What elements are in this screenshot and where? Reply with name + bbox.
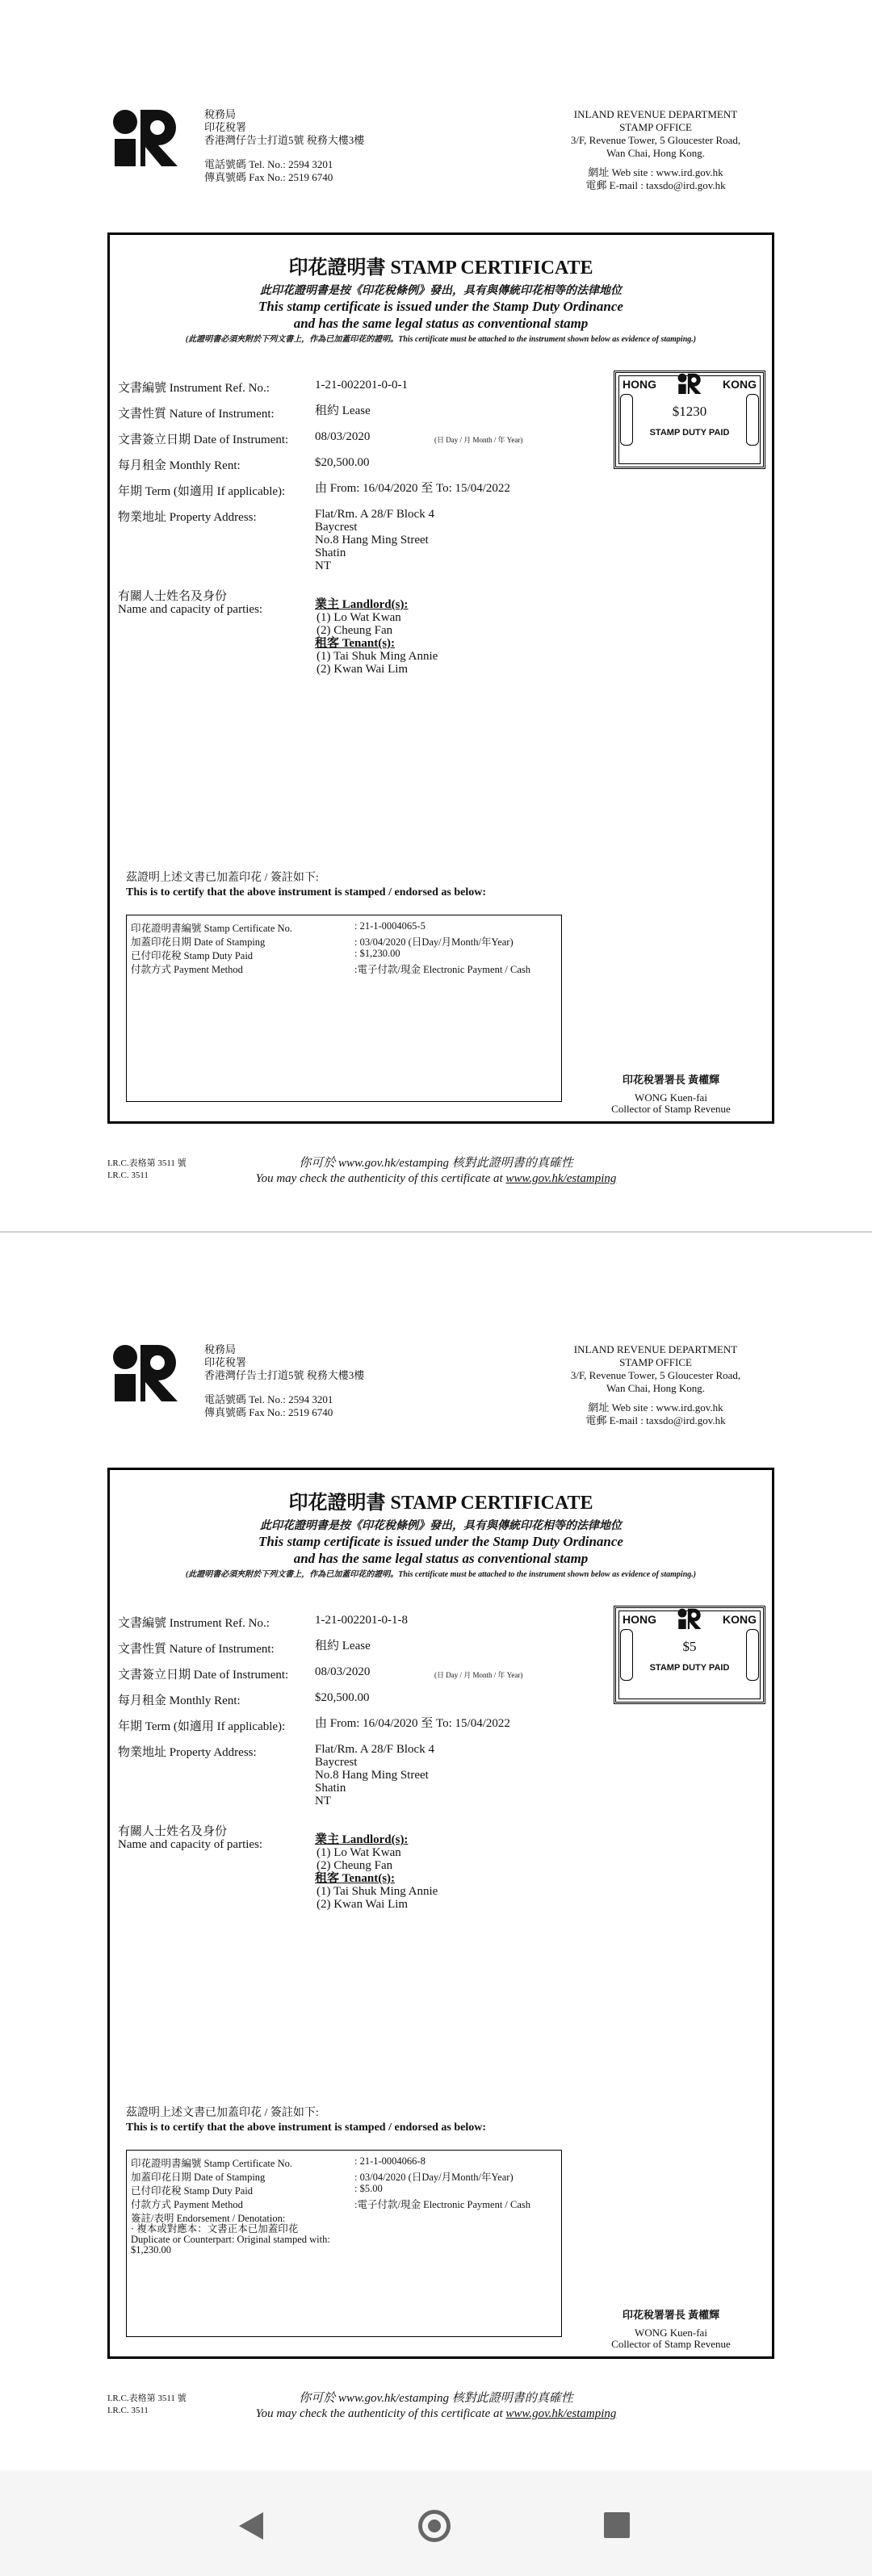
- office-contact: [204, 1343, 364, 1419]
- endorsement-line: · 複本或對應本：文書正本已加蓋印花: [131, 2223, 299, 2235]
- payment-value: :電子付款/現金 Electronic Payment / Cash: [354, 964, 531, 975]
- ird-logo: [111, 1343, 179, 1401]
- website: 網址 Web site : www.ird.gov.hk: [588, 1401, 723, 1414]
- parties-label-zh: 有關人士姓名及身份: [118, 1825, 228, 1838]
- authenticity-text: You may check the authenticity of this certificate at: [255, 1172, 506, 1185]
- tenant-item: (1) Tai Shuk Ming Annie: [317, 1885, 438, 1898]
- date-value: 08/03/2020: [315, 430, 371, 443]
- certify-zh: 茲證明上述文書已加蓋印花 / 簽註如下:: [126, 872, 319, 884]
- landlord-item: (1) Lo Wat Kwan: [317, 611, 401, 624]
- dept-en: INLAND REVENUE DEPARTMENT: [573, 108, 738, 120]
- authenticity-note: [222, 1156, 650, 1187]
- date-format-hint: (日 Day / 月 Month / 年 Year): [434, 1671, 523, 1679]
- tenant-item: (1) Tai Shuk Ming Annie: [317, 650, 438, 663]
- address-line: No.8 Hang Ming Street: [315, 1769, 429, 1782]
- parties-list: [315, 1833, 438, 1911]
- office-en: STAMP OFFICE: [619, 1356, 692, 1368]
- stamp-side-ornament: [746, 394, 759, 446]
- estamping-link[interactable]: www.gov.hk/estamping: [505, 1172, 617, 1185]
- certify-statement: [126, 2106, 486, 2135]
- rent-value: $20,500.00: [315, 1691, 370, 1704]
- tel-number: 電話號碼 Tel. No.: 2594 3201: [204, 1393, 333, 1405]
- form-code-en: I.R.C. 3511: [107, 1171, 149, 1180]
- certificate-frame: [107, 232, 774, 1124]
- stamp-kong: KONG: [723, 1613, 757, 1626]
- landlord-item: (2) Cheung Fan: [317, 624, 393, 637]
- stamp-hong: HONG: [623, 1613, 656, 1626]
- address-line: NT: [315, 1795, 331, 1807]
- date-label: 文書簽立日期 Date of Instrument:: [118, 434, 289, 446]
- tenant-item: (2) Kwan Wai Lim: [317, 663, 409, 676]
- cert-no-label: 印花證明書編號 Stamp Certificate No.: [131, 923, 292, 934]
- nature-value: 租約 Lease: [315, 1640, 371, 1652]
- address-en-line1: 3/F, Revenue Tower, 5 Gloucester Road,: [570, 1369, 741, 1381]
- attach-note: (此證明書必須夾附於下列文書上，作為已加蓋印花的證明。This certificate must be attached to the instrument shown below as evidence of stamping.): [185, 1570, 697, 1579]
- cert-no-value: : 21-1-0004065-5: [354, 920, 426, 932]
- tel-number: 電話號碼 Tel. No.: 2594 3201: [204, 158, 333, 170]
- stamping-details-box: [126, 915, 562, 1102]
- rent-label: 每月租金 Monthly Rent:: [118, 1694, 241, 1707]
- parties-label-en: Name and capacity of parties:: [118, 603, 263, 616]
- address-line: Baycrest: [315, 521, 358, 534]
- ref-no-value: 1-21-002201-0-1-8: [315, 1614, 408, 1627]
- subtitle-en-line2: and has the same legal status as conventional stamp: [293, 1551, 589, 1566]
- stamp-paid-label: STAMP DUTY PAID: [649, 428, 730, 438]
- email: 電郵 E-mail : taxsdo@ird.gov.hk: [585, 1414, 726, 1426]
- address-line: NT: [315, 559, 331, 572]
- office-address-en: [551, 1343, 761, 1427]
- endorsement-line: $1,230.00: [131, 2244, 171, 2256]
- address-zh: 香港灣仔告士打道5號 稅務大樓3樓: [204, 1369, 365, 1381]
- authenticity-note-zh: 你可於 www.gov.hk/estamping 核對此證明書的真確性: [299, 2392, 573, 2405]
- duty-paid-value: : $5.00: [354, 2183, 383, 2194]
- parties-label-en: Name and capacity of parties:: [118, 1838, 263, 1851]
- address-line: Baycrest: [315, 1756, 358, 1769]
- tenants-heading: 租客 Tenant(s):: [315, 1872, 396, 1885]
- authenticity-text: You may check the authenticity of this certificate at: [255, 2407, 506, 2420]
- authenticity-note-en: [222, 2406, 650, 2422]
- date-value: 08/03/2020: [315, 1665, 371, 1678]
- certify-en: This is to certify that the above instrument is stamped / endorsed as below:: [126, 2122, 487, 2134]
- collector-title: Collector of Stamp Revenue: [611, 1103, 731, 1115]
- estamping-link[interactable]: www.gov.hk/estamping: [505, 2407, 617, 2420]
- term-value: 由 From: 16/04/2020 至 To: 15/04/2022: [315, 482, 510, 495]
- form-code-zh: I.R.C.表格第 3511 號: [107, 2394, 187, 2403]
- ird-logo: [111, 108, 179, 166]
- address-en-line1: 3/F, Revenue Tower, 5 Gloucester Road,: [570, 134, 741, 146]
- certificate-page-2: [0, 1235, 872, 2470]
- ref-no-label: 文書編號 Instrument Ref. No.:: [118, 382, 270, 395]
- cert-no-label: 印花證明書編號 Stamp Certificate No.: [131, 2158, 292, 2169]
- back-icon[interactable]: [239, 2512, 263, 2540]
- duty-paid-value: : $1,230.00: [354, 948, 400, 959]
- parties-label: [118, 590, 262, 616]
- address-en-line2: Wan Chai, Hong Kong.: [606, 147, 706, 159]
- payment-label: 付款方式 Payment Method: [131, 964, 243, 975]
- parties-list: [315, 598, 438, 676]
- stamp-ird-logo: [676, 373, 703, 394]
- term-value: 由 From: 16/04/2020 至 To: 15/04/2022: [315, 1717, 510, 1730]
- website: 網址 Web site : www.ird.gov.hk: [588, 166, 723, 178]
- endorsement-line: Duplicate or Counterpart: Original stamped with:: [131, 2234, 330, 2245]
- stamp-side-ornament: [620, 1629, 633, 1681]
- landlord-item: (1) Lo Wat Kwan: [317, 1846, 401, 1859]
- page-divider: [0, 1231, 872, 1233]
- date-format-hint: (日 Day / 月 Month / 年 Year): [434, 436, 523, 444]
- cert-no-value: : 21-1-0004066-8: [354, 2155, 426, 2167]
- collector-signature: [578, 1074, 764, 1115]
- office-zh: 印花稅署: [204, 121, 247, 133]
- nature-label: 文書性質 Nature of Instrument:: [118, 408, 275, 421]
- subtitle-en-line2: and has the same legal status as conventional stamp: [293, 316, 589, 331]
- fax-number: 傳真號碼 Fax No.: 2519 6740: [204, 171, 333, 183]
- collector-name-en: WONG Kuen-fai: [635, 2327, 707, 2339]
- fax-number: 傳真號碼 Fax No.: 2519 6740: [204, 1406, 333, 1418]
- dept-en: INLAND REVENUE DEPARTMENT: [573, 1343, 738, 1355]
- address-line: Shatin: [315, 547, 346, 559]
- address-line: No.8 Hang Ming Street: [315, 534, 429, 547]
- form-code-en: I.R.C. 3511: [107, 2406, 149, 2415]
- address-en-line2: Wan Chai, Hong Kong.: [606, 1382, 706, 1394]
- ref-no-value: 1-21-002201-0-0-1: [315, 379, 408, 392]
- ref-no-label: 文書編號 Instrument Ref. No.:: [118, 1617, 270, 1630]
- subtitle-en: [110, 298, 772, 332]
- address-zh: 香港灣仔告士打道5號 稅務大樓3樓: [204, 134, 365, 146]
- subtitle-zh: 此印花證明書是按《印花稅條例》發出，具有與傳統印花相等的法律地位: [260, 285, 622, 297]
- parties-label-zh: 有關人士姓名及身份: [118, 590, 228, 603]
- payment-value: :電子付款/現金 Electronic Payment / Cash: [354, 2199, 531, 2210]
- stamping-date-label: 加蓋印花日期 Date of Stamping: [131, 936, 266, 948]
- date-label: 文書簽立日期 Date of Instrument:: [118, 1669, 289, 1682]
- form-code: [107, 2393, 187, 2417]
- certificate-title: 印花證明書 STAMP CERTIFICATE: [288, 258, 593, 279]
- stamp-side-ornament: [620, 394, 633, 446]
- certify-statement: [126, 871, 486, 900]
- home-icon[interactable]: [418, 2510, 451, 2542]
- payment-label: 付款方式 Payment Method: [131, 2199, 243, 2210]
- certify-zh: 茲證明上述文書已加蓋印花 / 簽註如下:: [126, 2107, 319, 2119]
- property-label: 物業地址 Property Address:: [118, 511, 257, 524]
- office-address-en: [551, 108, 761, 192]
- authenticity-note-zh: 你可於 www.gov.hk/estamping 核對此證明書的真確性: [299, 1157, 573, 1170]
- nature-value: 租約 Lease: [315, 404, 371, 417]
- stamp-ird-logo: [676, 1608, 703, 1629]
- recent-apps-icon[interactable]: [604, 2512, 630, 2538]
- office-contact: [204, 108, 364, 184]
- rent-label: 每月租金 Monthly Rent:: [118, 459, 241, 472]
- form-code: [107, 1158, 187, 1182]
- collector-title: Collector of Stamp Revenue: [611, 2338, 731, 2350]
- stamp-duty-paid-stamp: [614, 371, 765, 469]
- property-label: 物業地址 Property Address:: [118, 1746, 257, 1759]
- landlord-item: (2) Cheung Fan: [317, 1859, 393, 1872]
- rent-value: $20,500.00: [315, 456, 370, 469]
- collector-name-zh: 印花稅署署長 黃權輝: [622, 1074, 720, 1086]
- subtitle-en-line1: This stamp certificate is issued under the Stamp Duty Ordinance: [258, 1534, 623, 1549]
- system-navigation-bar: [0, 2470, 872, 2576]
- nature-label: 文書性質 Nature of Instrument:: [118, 1643, 275, 1656]
- email: 電郵 E-mail : taxsdo@ird.gov.hk: [585, 179, 726, 191]
- collector-signature: [578, 2310, 764, 2350]
- subtitle-en-line1: This stamp certificate is issued under the Stamp Duty Ordinance: [258, 299, 623, 314]
- attach-note: (此證明書必須夾附於下列文書上，作為已加蓋印花的證明。This certificate must be attached to the instrument shown below as evidence of stamping.): [185, 335, 697, 344]
- form-code-zh: I.R.C.表格第 3511 號: [107, 1158, 187, 1168]
- stamp-side-ornament: [746, 1629, 759, 1681]
- authenticity-note: [222, 2391, 650, 2422]
- property-address: [315, 1743, 434, 1807]
- subtitle-zh: 此印花證明書是按《印花稅條例》發出，具有與傳統印花相等的法律地位: [260, 1520, 622, 1532]
- landlords-heading: 業主 Landlord(s):: [315, 598, 409, 611]
- stamp-hong: HONG: [623, 378, 656, 391]
- address-line: Flat/Rm. A 28/F Block 4: [315, 1743, 434, 1756]
- collector-name-en: WONG Kuen-fai: [635, 1091, 707, 1104]
- stamp-paid-label: STAMP DUTY PAID: [649, 1663, 730, 1673]
- stamp-duty-paid-stamp: [614, 1606, 765, 1704]
- landlords-heading: 業主 Landlord(s):: [315, 1833, 409, 1846]
- certify-en: This is to certify that the above instrument is stamped / endorsed as below:: [126, 886, 487, 898]
- term-label: 年期 Term (如適用 If applicable):: [118, 485, 286, 498]
- stamp-amount: $1230: [672, 404, 707, 419]
- stamp-amount: $5: [682, 1639, 697, 1654]
- stamping-date-value: : 03/04/2020 (日Day/月Month/年Year): [354, 936, 514, 948]
- collector-name-zh: 印花稅署署長 黃權輝: [622, 2309, 720, 2321]
- certificate-frame: [107, 1468, 774, 2359]
- duty-paid-label: 已付印花稅 Stamp Duty Paid: [131, 2185, 254, 2197]
- office-en: STAMP OFFICE: [619, 121, 692, 133]
- subtitle-en: [110, 1533, 772, 1567]
- certificate-title: 印花證明書 STAMP CERTIFICATE: [288, 1493, 593, 1514]
- stamping-date-value: : 03/04/2020 (日Day/月Month/年Year): [354, 2172, 514, 2183]
- duty-paid-label: 已付印花稅 Stamp Duty Paid: [131, 950, 254, 961]
- term-label: 年期 Term (如適用 If applicable):: [118, 1720, 286, 1733]
- office-zh: 印花稅署: [204, 1356, 247, 1368]
- dept-zh: 稅務局: [204, 1343, 237, 1355]
- property-address: [315, 508, 434, 572]
- stamping-details-box: [126, 2150, 562, 2337]
- stamp-kong: KONG: [723, 378, 757, 391]
- tenant-item: (2) Kwan Wai Lim: [317, 1898, 409, 1911]
- authenticity-note-en: [222, 1171, 650, 1187]
- stamping-date-label: 加蓋印花日期 Date of Stamping: [131, 2172, 266, 2183]
- endorsement-label: 簽註/表明 Endorsement / Denotation:: [131, 2213, 286, 2224]
- address-line: Flat/Rm. A 28/F Block 4: [315, 508, 434, 521]
- dept-zh: 稅務局: [204, 108, 237, 120]
- parties-label: [118, 1825, 262, 1851]
- tenants-heading: 租客 Tenant(s):: [315, 637, 396, 650]
- certificate-page-1: [0, 0, 872, 1235]
- address-line: Shatin: [315, 1782, 346, 1795]
- endorsement-text: [131, 2224, 330, 2256]
